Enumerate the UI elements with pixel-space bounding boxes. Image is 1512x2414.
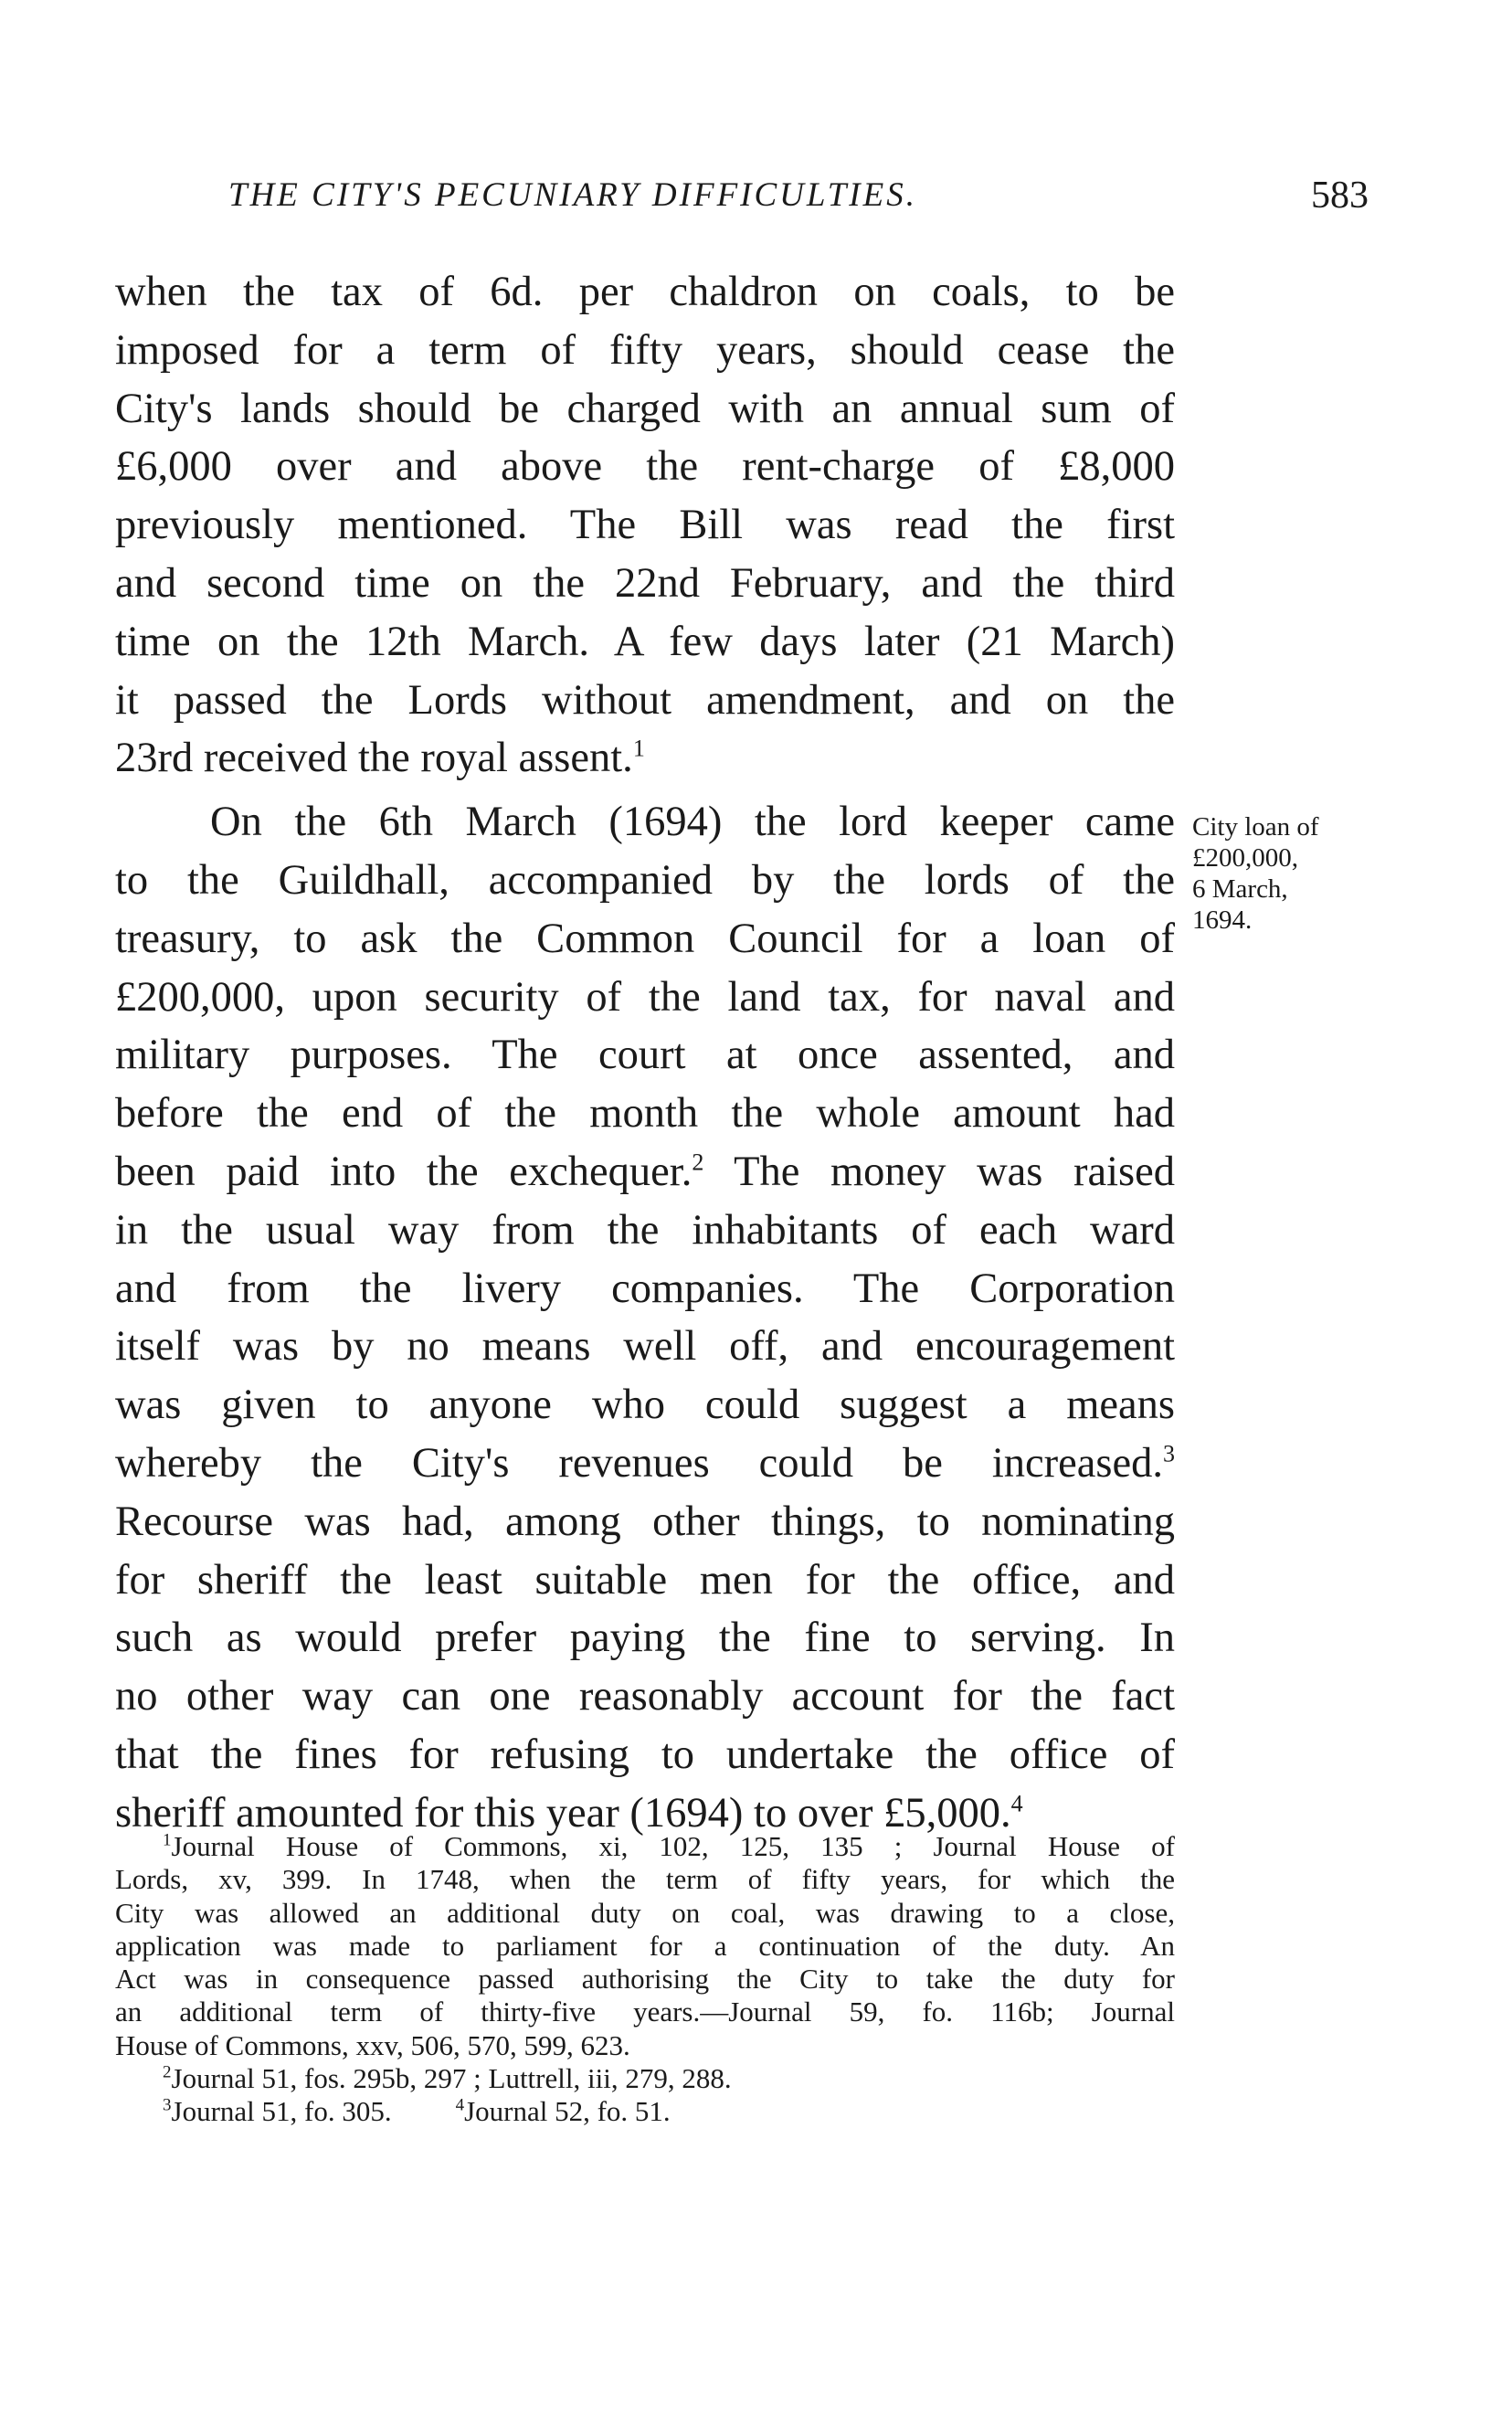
footnote-line (115, 2062, 1175, 2095)
footnote-line: an additional term of thirty-five years.—Journal 59, fo. 116b; Journal (115, 1996, 1175, 2028)
text-fragment: sheriff amounted for this year (1694) to over £5,000. (115, 1789, 1011, 1837)
marginal-note (1192, 811, 1319, 936)
footnote-text: Journal House of Commons, xi, 102, 125, 135 ; Journal House of (171, 1830, 1175, 1862)
footnote-line: application was made to parliament for a continuation of the duty. An (115, 1929, 1175, 1962)
footnote-line: City was allowed an additional duty on coal, was drawing to a close, (115, 1896, 1175, 1929)
text-line: time on the 12th March. A few days later (21 March) (115, 618, 1175, 665)
text-line: and second time on the 22nd February, and the third (115, 559, 1175, 607)
footnote-marker: 2 (163, 2062, 172, 2082)
text-line: for sheriff the least suitable men for the office, and (115, 1556, 1175, 1604)
marginal-note-line: City loan of (1192, 812, 1319, 842)
footnote-reference: 1 (632, 735, 645, 762)
marginal-note-line: 1694. (1192, 905, 1253, 935)
text-line: before the end of the month the whole amount had (115, 1090, 1175, 1138)
marginal-note-line: 6 March, (1192, 874, 1288, 904)
text-line: itself was by no means well off, and encouragement (115, 1323, 1175, 1371)
running-title: THE CITY'S PECUNIARY DIFFICULTIES. (228, 176, 917, 214)
footnote-marker: 3 (163, 2096, 172, 2116)
footnote-reference: 4 (1010, 1790, 1023, 1817)
footnote-marker: 4 (455, 2096, 465, 2116)
footnote-text: Journal 51, fo. 305. (171, 2095, 392, 2128)
text-line: £200,000, upon security of the land tax, for naval and (115, 973, 1175, 1021)
page-number: 583 (1311, 175, 1369, 217)
text-line: £6,000 over and above the rent-charge of £8,000 (115, 443, 1175, 491)
footnote-reference: 3 (1163, 1440, 1175, 1467)
text-line: such as would prefer paying the fine to serving. In (115, 1615, 1175, 1662)
text-line: Recourse was had, among other things, to nominating (115, 1498, 1175, 1545)
footnote-marker: 1 (163, 1830, 172, 1850)
footnote-line (115, 2095, 1175, 2128)
text-line (115, 1435, 1175, 1493)
footnote-line: House of Commons, xxv, 506, 570, 599, 623. (115, 2028, 630, 2061)
marginal-note-line: £200,000, (1192, 843, 1298, 873)
text-line: military purposes. The court at once assented, and (115, 1032, 1175, 1079)
text-line (115, 1143, 1175, 1202)
footnotes (115, 1830, 1175, 2129)
text-fragment: been paid into the exchequer. (115, 1148, 693, 1195)
text-line: and from the livery companies. The Corporation (115, 1265, 1175, 1312)
text-line (115, 729, 1175, 788)
text-line: in the usual way from the inhabitants of each ward (115, 1206, 1175, 1254)
text-line: City's lands should be charged with an annual sum of (115, 385, 1175, 432)
footnote-line: Lords, xv, 399. In 1748, when the term of fifty years, for which the (115, 1863, 1175, 1896)
text-fragment: The money was raised (703, 1148, 1175, 1195)
text-line: it passed the Lords without amendment, and on the (115, 676, 1175, 724)
footnote-text: Journal 51, fos. 295b, 297 ; Luttrell, iii, 279, 288. (171, 2062, 732, 2095)
text-line: to the Guildhall, accompanied by the lords of the (115, 856, 1175, 904)
text-line: was given to anyone who could suggest a means (115, 1382, 1175, 1429)
text-line: when the tax of 6d. per chaldron on coals, to be (115, 269, 1175, 315)
text-line: previously mentioned. The Bill was read the first (115, 502, 1175, 549)
footnote-line (115, 1830, 1175, 1863)
text-line: On the 6th March (1694) the lord keeper came (210, 799, 1175, 846)
footnote-text: Journal 52, fo. 51. (464, 2095, 671, 2128)
text-fragment: 23rd received the royal assent. (115, 735, 633, 782)
footnote-reference: 2 (692, 1149, 704, 1176)
text-line: treasury, to ask the Common Council for a loan of (115, 915, 1175, 962)
text-line: that the fines for refusing to undertake the office of (115, 1731, 1175, 1778)
text-line: no other way can one reasonably account for the fact (115, 1673, 1175, 1721)
text-fragment: whereby the City's revenues could be increased. (115, 1439, 1163, 1487)
main-text (115, 263, 1175, 1843)
footnote-line: Act was in consequence passed authorising the City to take the duty for (115, 1963, 1175, 1996)
text-line: imposed for a term of fifty years, should cease the (115, 326, 1175, 374)
